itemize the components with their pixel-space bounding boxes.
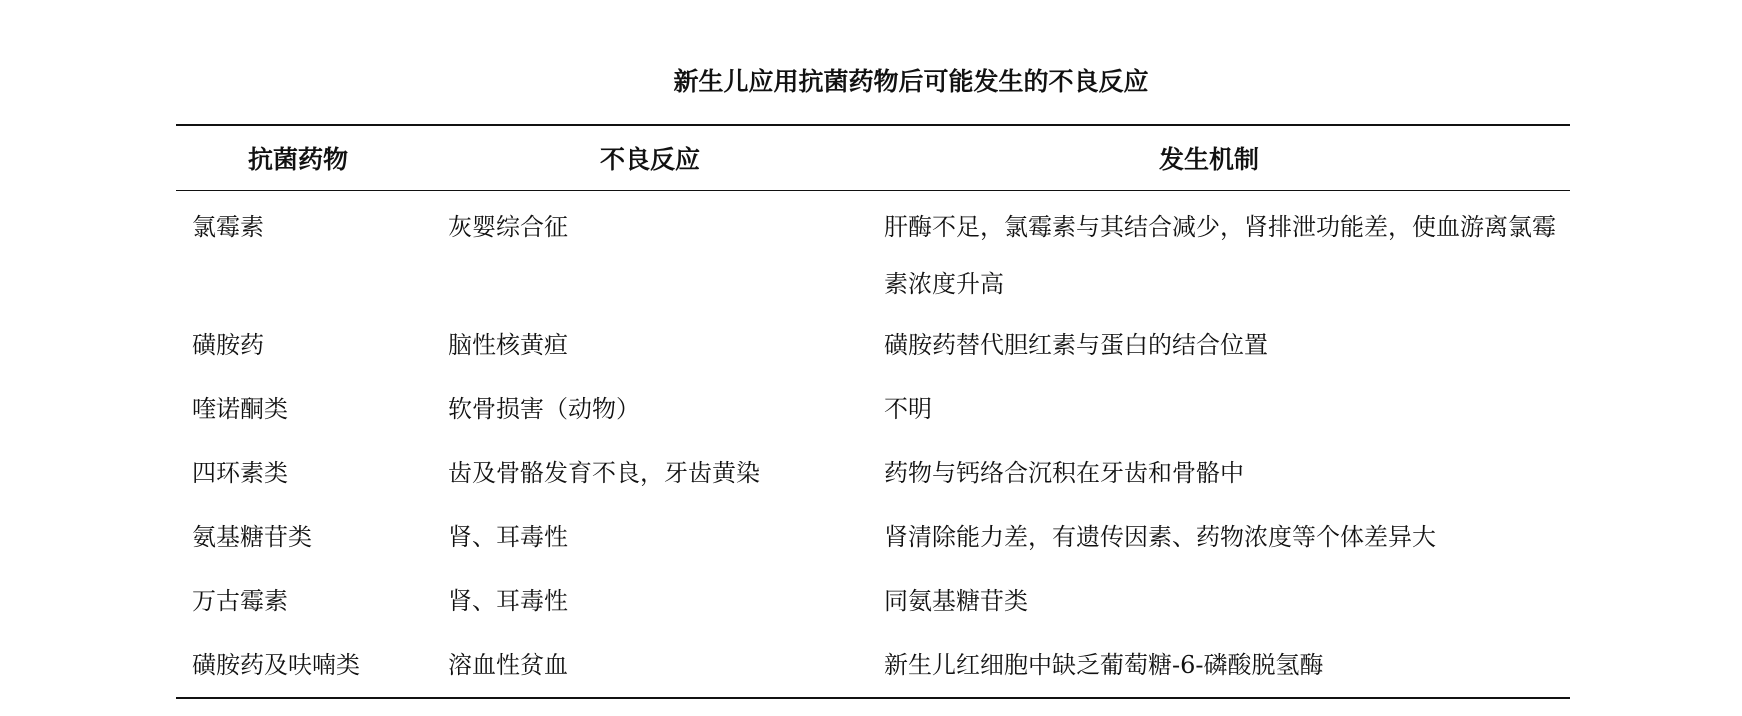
cell-drug: 磺胺药及呋喃类 <box>192 651 360 679</box>
table-row <box>176 377 1570 441</box>
cell-mechanism: 不明 <box>884 395 932 423</box>
cell-drug: 氯霉素 <box>192 213 264 241</box>
cell-drug: 喹诺酮类 <box>192 395 288 423</box>
table-body <box>176 191 1570 699</box>
cell-mechanism: 肾清除能力差，有遗传因素、药物浓度等个体差异大 <box>884 523 1436 551</box>
header-row <box>176 125 1570 191</box>
header-drug: 抗菌药物 <box>248 145 349 174</box>
cell-reaction: 齿及骨骼发育不良，牙齿黄染 <box>448 459 760 487</box>
cell-mechanism: 新生儿红细胞中缺乏葡萄糖-6-磷酸脱氢酶 <box>884 651 1324 679</box>
page-title: 新生儿应用抗菌药物后可能发生的不良反应 <box>673 67 1149 96</box>
adverse-reaction-table-container <box>176 124 1570 699</box>
cell-mechanism: 同氨基糖苷类 <box>884 587 1028 615</box>
cell-reaction: 肾、耳毒性 <box>448 587 568 615</box>
table-row <box>176 313 1570 377</box>
cell-reaction: 软骨损害（动物） <box>448 395 640 423</box>
cell-drug: 氨基糖苷类 <box>192 523 312 551</box>
adverse-reaction-table <box>176 124 1570 699</box>
table-row <box>176 633 1570 698</box>
cell-reaction: 脑性核黄疸 <box>448 331 568 359</box>
table-row <box>176 505 1570 569</box>
cell-reaction: 肾、耳毒性 <box>448 523 568 551</box>
cell-mechanism: 肝酶不足，氯霉素与其结合减少，肾排泄功能差，使血游离氯霉素浓度升高 <box>884 213 1556 298</box>
cell-drug: 磺胺药 <box>192 331 264 359</box>
table-row <box>176 569 1570 633</box>
cell-drug: 四环素类 <box>192 459 288 487</box>
cell-drug: 万古霉素 <box>192 587 288 615</box>
cell-mechanism: 药物与钙络合沉积在牙齿和骨骼中 <box>884 459 1244 487</box>
table-row <box>176 441 1570 505</box>
header-reaction: 不良反应 <box>600 145 701 174</box>
table-row <box>176 191 1570 314</box>
cell-reaction: 灰婴综合征 <box>448 213 568 241</box>
table-header <box>176 125 1570 191</box>
header-mechanism: 发生机制 <box>1159 145 1260 174</box>
cell-reaction: 溶血性贫血 <box>448 651 568 679</box>
cell-mechanism: 磺胺药替代胆红素与蛋白的结合位置 <box>884 331 1268 359</box>
